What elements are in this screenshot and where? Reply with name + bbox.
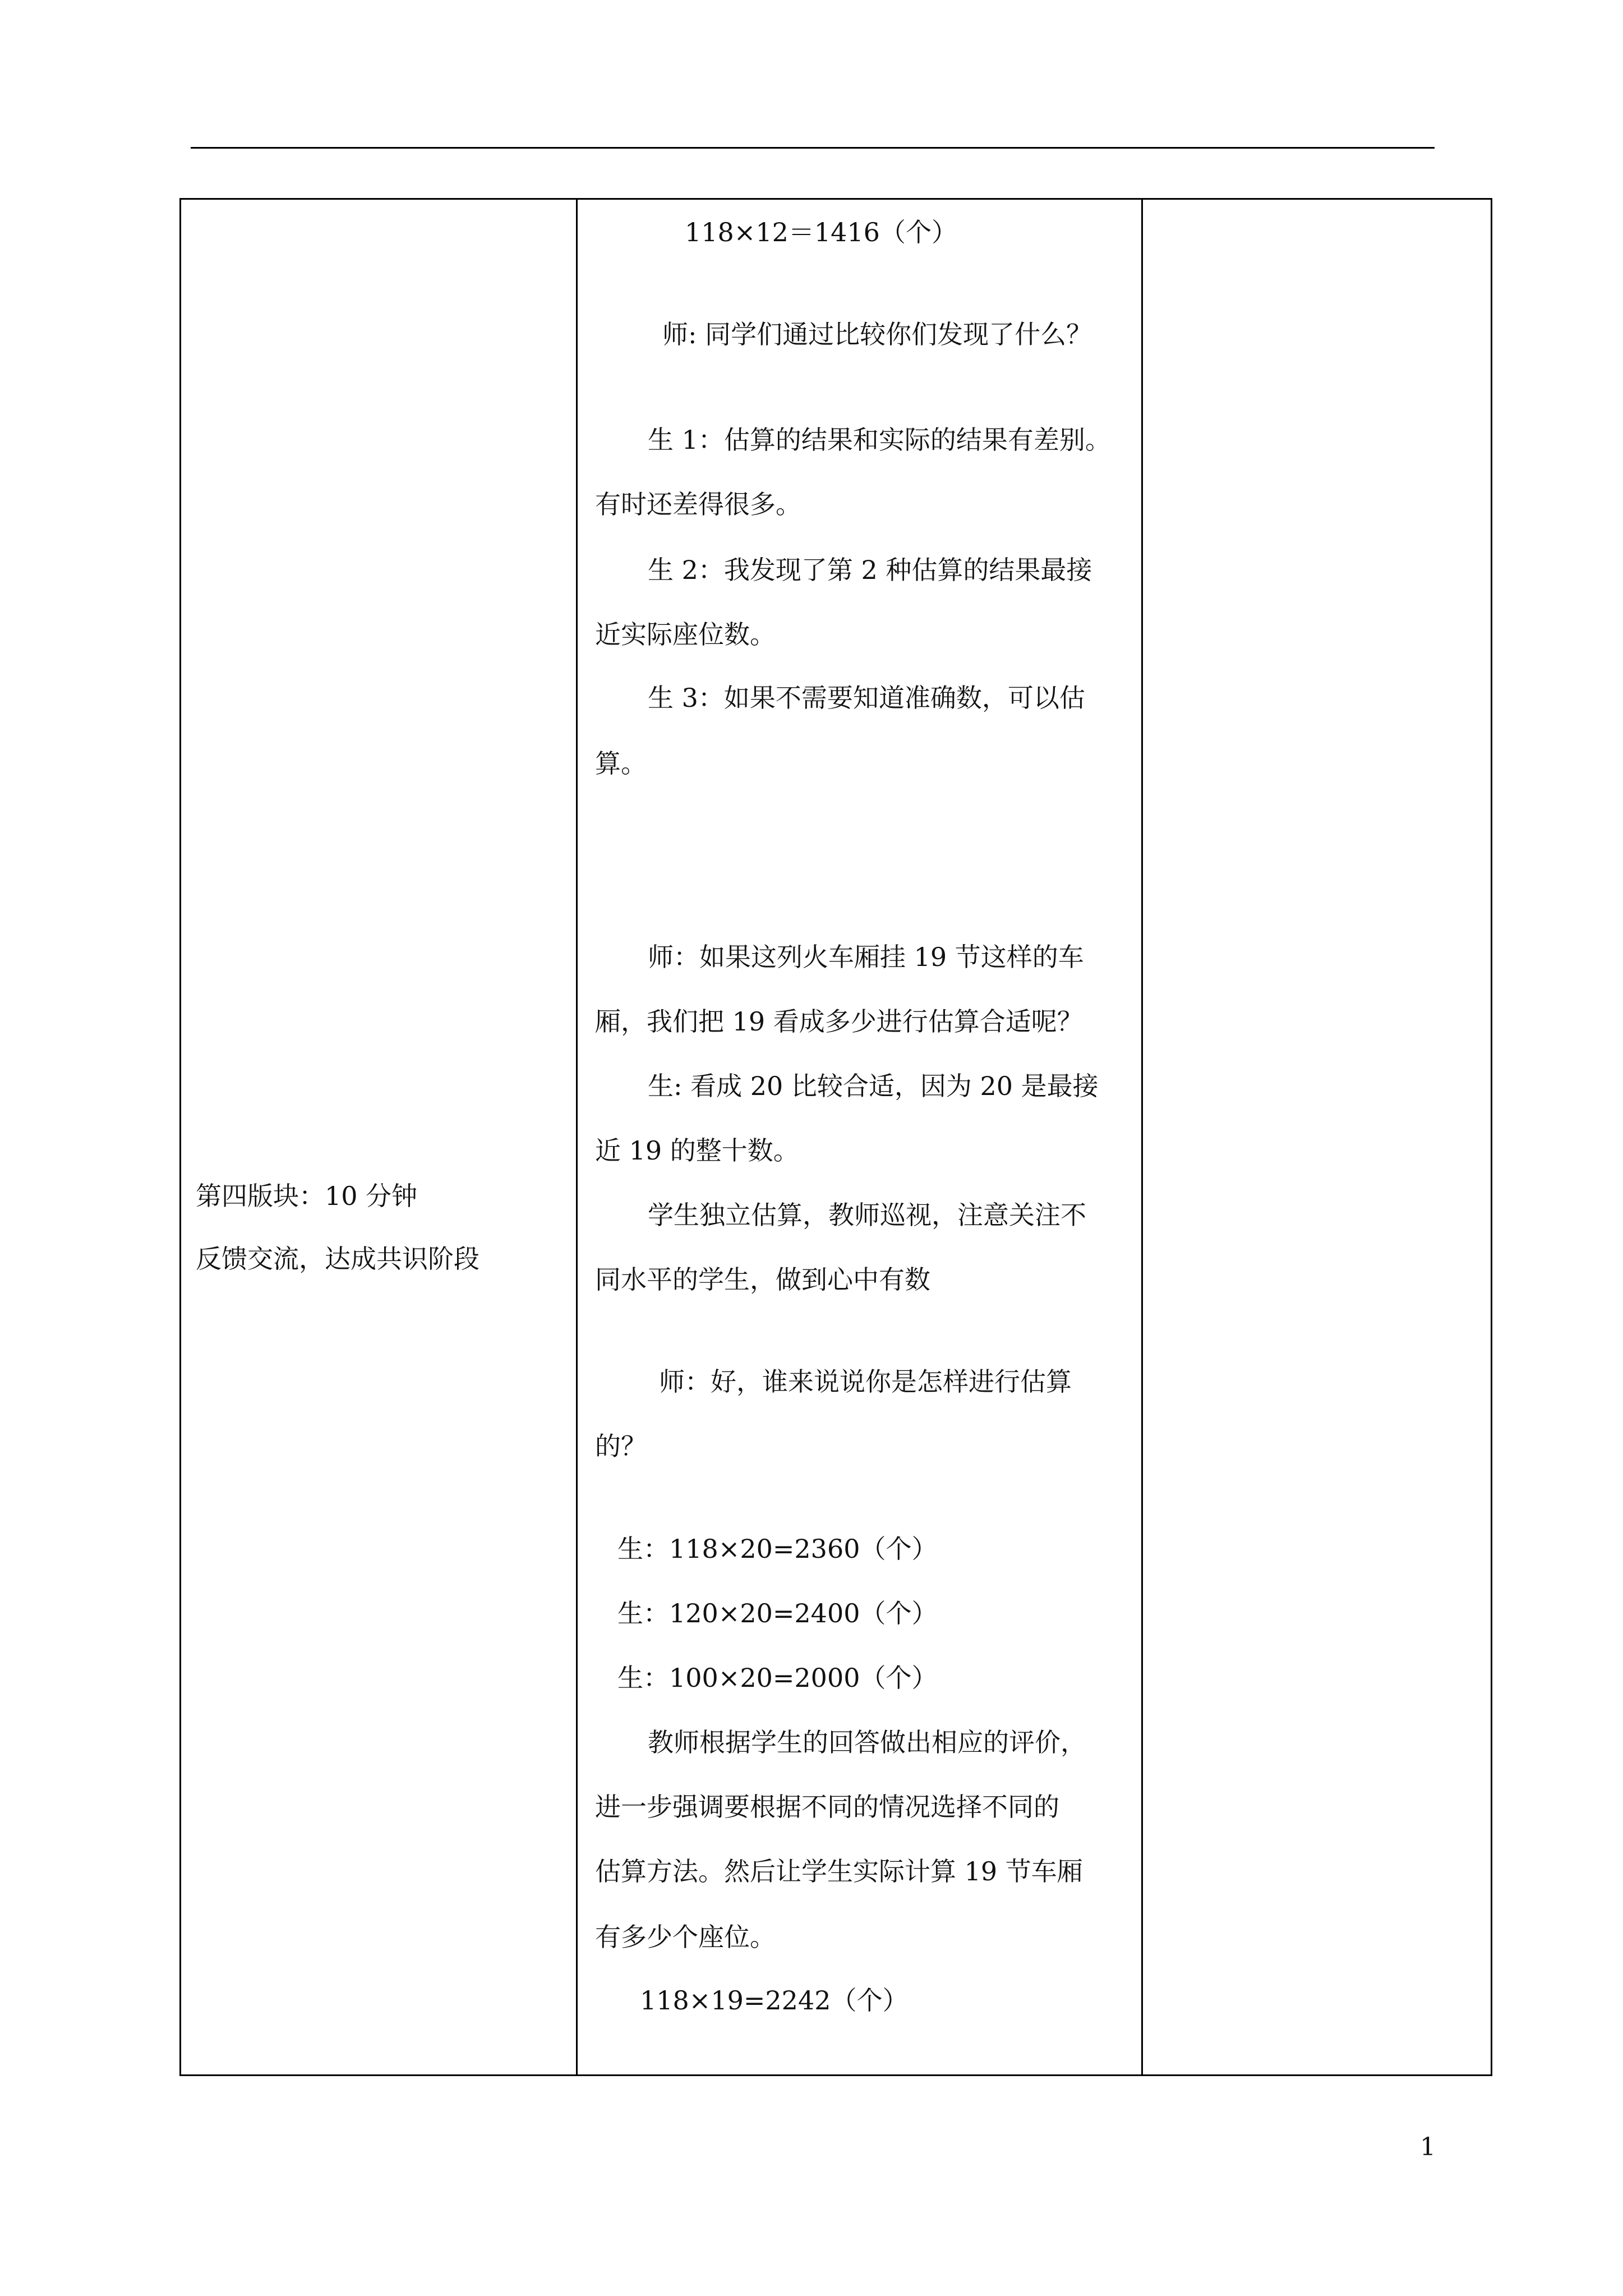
process-line: 师：如果这列火车厢挂 19 节这样的车 (648, 942, 1084, 972)
process-line: 118×19=2242（个） (640, 1985, 909, 2016)
process-line: 近 19 的整十数。 (595, 1135, 799, 1166)
lesson-table (179, 198, 1492, 2076)
process-line: 近实际座位数。 (595, 619, 776, 650)
process-line: 生 2：我发现了第 2 种估算的结果最接 (648, 555, 1092, 585)
process-line: 进一步强调要根据不同的情况选择不同的 (595, 1792, 1059, 1822)
stage-subtitle: 反馈交流，达成共识阶段 (196, 1244, 479, 1274)
process-line: 算。 (595, 748, 647, 779)
process-line: 师：好，谁来说说你是怎样进行估算 (659, 1366, 1072, 1397)
column-divider (576, 200, 578, 2074)
process-line: 同水平的学生，做到心中有数 (595, 1264, 930, 1295)
process-line: 的？ (595, 1431, 647, 1461)
column-divider (1141, 200, 1143, 2074)
process-line: 有多少个座位。 (595, 1922, 776, 1952)
process-line: 生 3：如果不需要知道准确数，可以估 (648, 683, 1085, 713)
process-line: 生：100×20=2000（个） (617, 1663, 938, 1693)
stage-cell (196, 1165, 566, 1290)
stage-title: 第四版块：10 分钟 (196, 1181, 418, 1211)
process-line: 生：118×20=2360（个） (617, 1534, 938, 1564)
process-line: 厢，我们把 19 看成多少进行估算合适呢？ (595, 1006, 1083, 1037)
process-line: 教师根据学生的回答做出相应的评价， (648, 1727, 1086, 1757)
process-line: 师: 同学们通过比较你们发现了什么？ (662, 319, 1092, 349)
process-line: 118×12＝1416（个） (685, 217, 957, 247)
process-line: 生: 看成 20 比较合适，因为 20 是最接 (648, 1071, 1099, 1101)
process-line: 生：120×20=2400（个） (617, 1598, 938, 1628)
process-line: 估算方法。然后让学生实际计算 19 节车厢 (595, 1856, 1083, 1887)
process-line: 有时还差得很多。 (595, 489, 801, 519)
page-number: 1 (1420, 2133, 1436, 2161)
header-rule (191, 147, 1435, 149)
process-line: 学生独立估算，教师巡视，注意关注不 (648, 1200, 1086, 1230)
process-line: 生 1：估算的结果和实际的结果有差别。 (648, 425, 1111, 455)
